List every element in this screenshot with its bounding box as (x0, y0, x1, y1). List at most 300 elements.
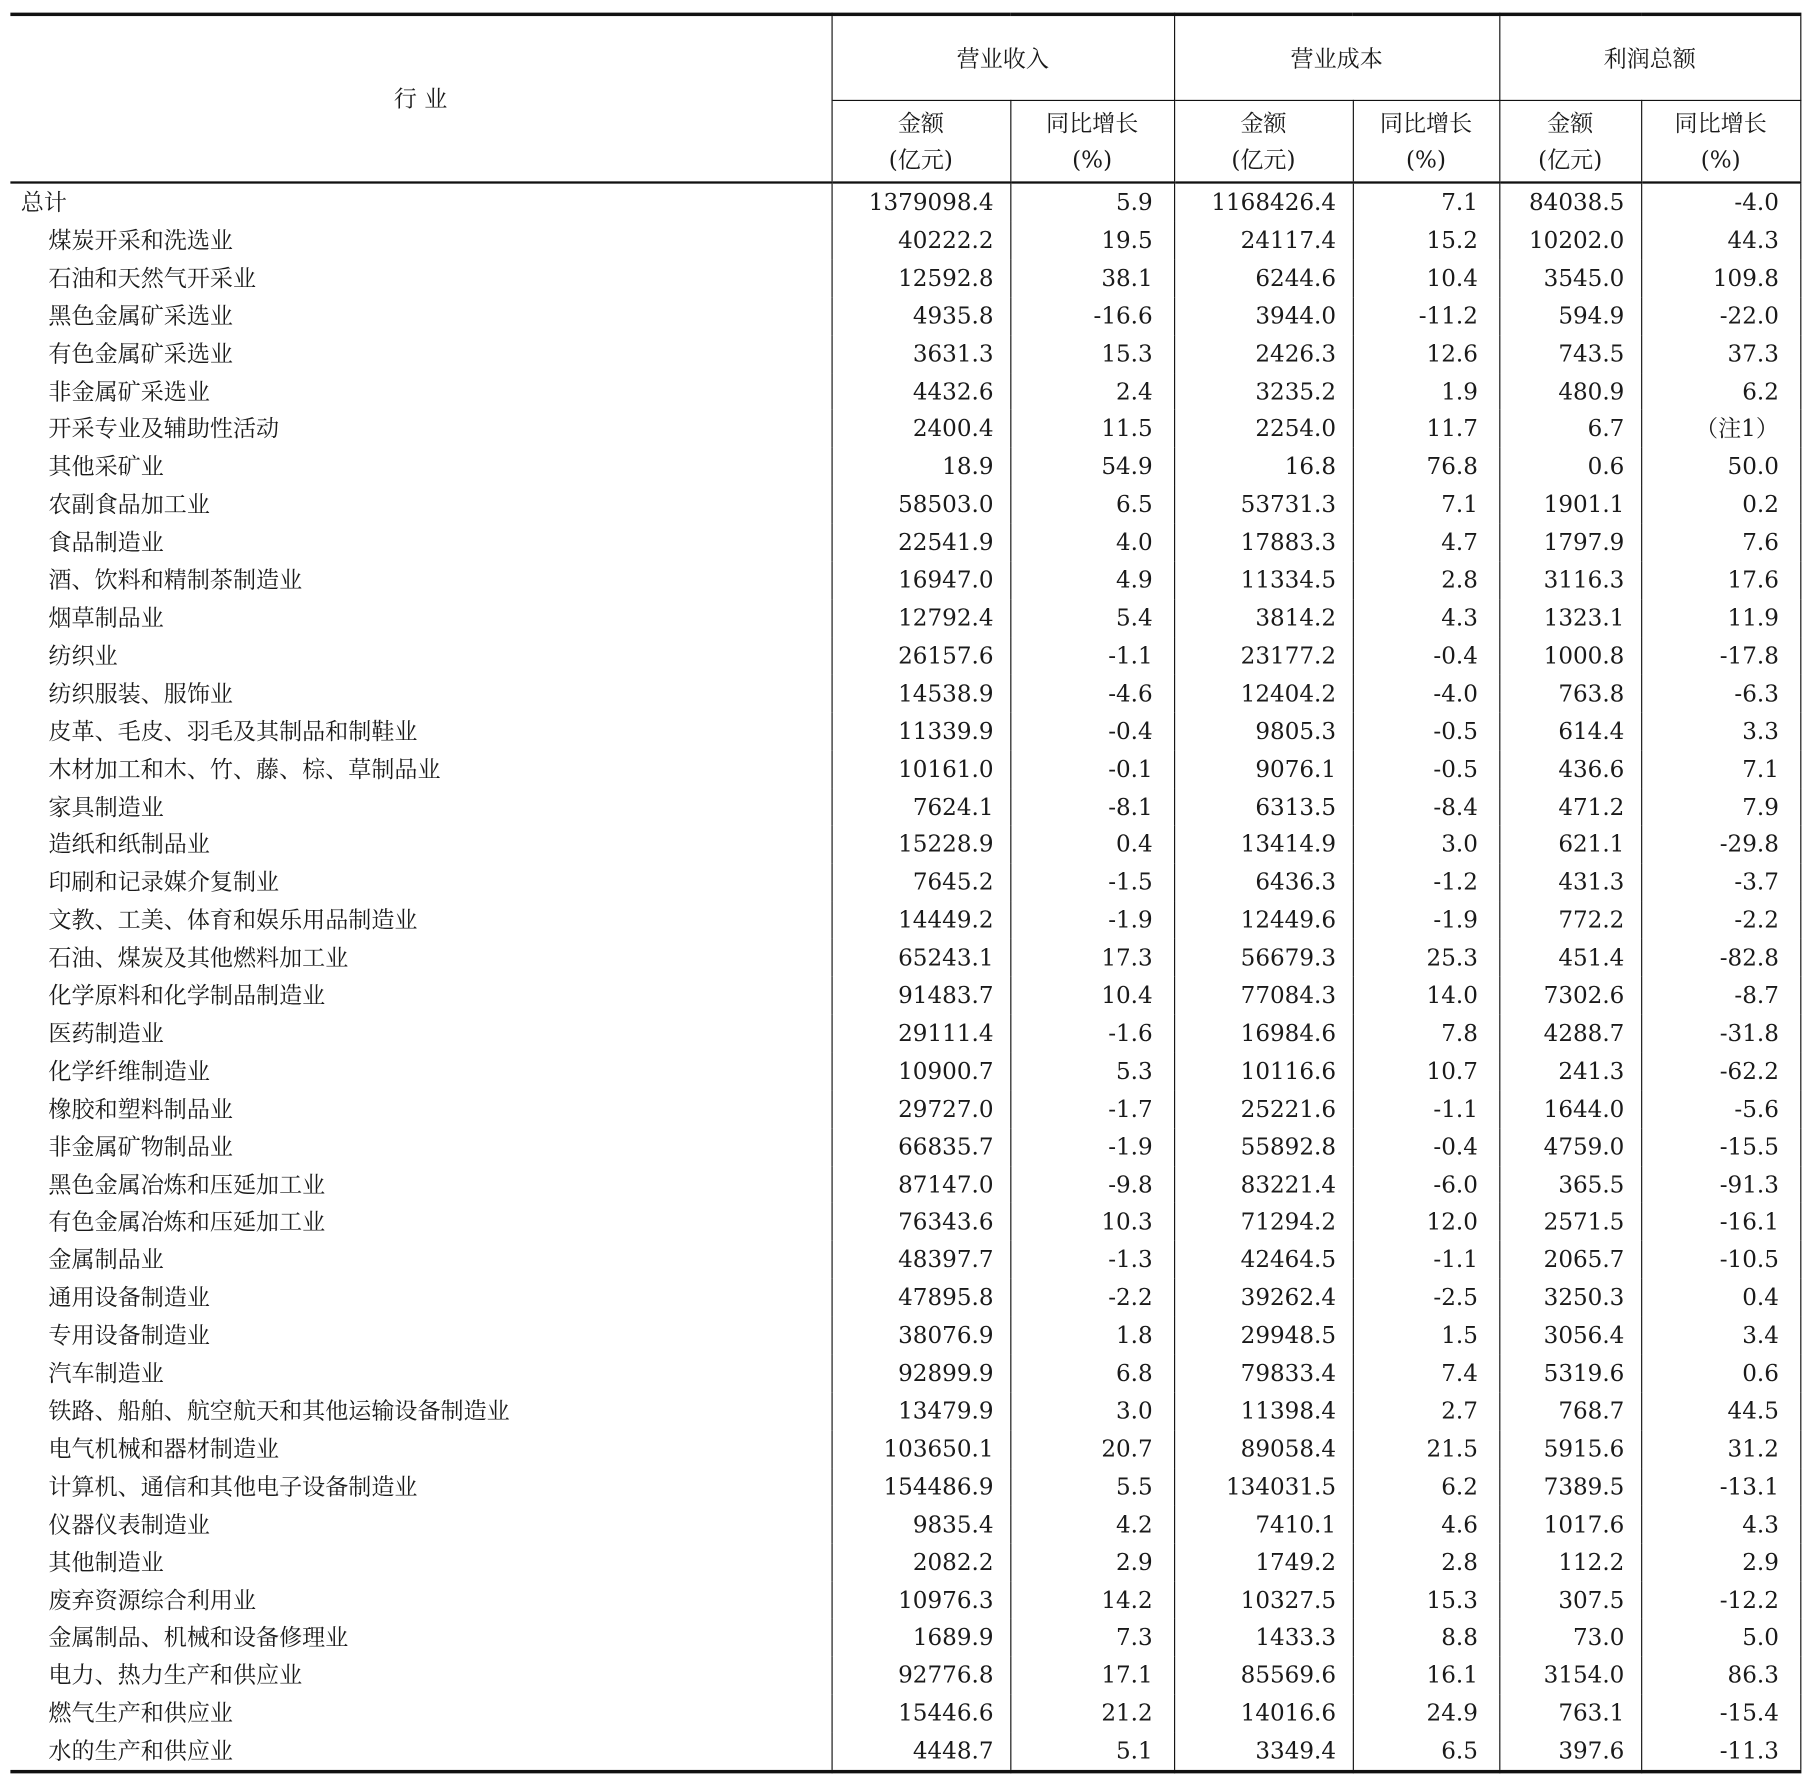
revenue-amount-cell: 14449.2 (832, 901, 1011, 939)
table-header (10, 14, 1800, 182)
revenue-growth-cell: -1.3 (1010, 1241, 1174, 1279)
profit-amount-cell: 451.4 (1499, 939, 1641, 977)
profit-amount-cell: 614.4 (1499, 712, 1641, 750)
cost-growth-cell: -1.2 (1353, 864, 1499, 902)
cost-amount-cell: 85569.6 (1174, 1657, 1353, 1695)
revenue-growth-cell: 4.0 (1010, 524, 1174, 562)
cost-amount-cell: 29948.5 (1174, 1317, 1353, 1355)
total-row (10, 183, 1800, 222)
cost-amount-cell: 56679.3 (1174, 939, 1353, 977)
table-row (10, 221, 1800, 259)
growth-label: 同比增长 (1046, 109, 1139, 137)
cost-amount-cell: 14016.6 (1174, 1694, 1353, 1732)
table-row (10, 561, 1800, 599)
industry-name-cell: 计算机、通信和其他电子设备制造业 (10, 1468, 831, 1506)
profit-amount-cell: 1323.1 (1499, 599, 1641, 637)
profit-amount-cell: 763.8 (1499, 675, 1641, 713)
revenue-amount-cell: 103650.1 (832, 1430, 1011, 1468)
revenue-growth-cell: 3.0 (1010, 1392, 1174, 1430)
table-row (10, 1543, 1800, 1581)
industry-name-cell: 有色金属矿采选业 (10, 335, 831, 373)
table-body (10, 183, 1800, 1772)
profit-amount-cell: 763.1 (1499, 1694, 1641, 1732)
profit-amount-cell: 2065.7 (1499, 1241, 1641, 1279)
profit-growth-cell: 0.2 (1641, 486, 1800, 524)
profit-growth-cell: 0.6 (1641, 1355, 1800, 1393)
cost-growth-cell: 7.4 (1353, 1355, 1499, 1393)
profit-growth-cell: 86.3 (1641, 1657, 1800, 1695)
revenue-amount-cell: 1379098.4 (832, 183, 1011, 222)
profit-growth-cell: -62.2 (1641, 1052, 1800, 1090)
industry-name-cell: 金属制品业 (10, 1241, 831, 1279)
cost-growth-cell: -6.0 (1353, 1166, 1499, 1204)
cost-amount-cell: 3814.2 (1174, 599, 1353, 637)
profit-growth-cell: -2.2 (1641, 901, 1800, 939)
industry-name-cell: 木材加工和木、竹、藤、棕、草制品业 (10, 750, 831, 788)
cost-amount-header (1174, 100, 1353, 182)
table-row (10, 1203, 1800, 1241)
revenue-amount-cell: 29727.0 (832, 1090, 1011, 1128)
industry-name-cell: 煤炭开采和洗选业 (10, 221, 831, 259)
profit-growth-cell: -15.4 (1641, 1694, 1800, 1732)
profit-amount-cell: 84038.5 (1499, 183, 1641, 222)
industry-name-cell: 烟草制品业 (10, 599, 831, 637)
industry-name-cell: 开采专业及辅助性活动 (10, 410, 831, 448)
revenue-growth-cell: 17.3 (1010, 939, 1174, 977)
cost-growth-cell: 12.6 (1353, 335, 1499, 373)
industry-name-cell: 通用设备制造业 (10, 1279, 831, 1317)
revenue-growth-cell: -1.1 (1010, 637, 1174, 675)
profit-growth-cell: 3.3 (1641, 712, 1800, 750)
profit-growth-cell: -4.0 (1641, 183, 1800, 222)
industry-name-cell: 非金属矿物制品业 (10, 1128, 831, 1166)
cost-amount-cell: 1433.3 (1174, 1619, 1353, 1657)
revenue-growth-cell: 20.7 (1010, 1430, 1174, 1468)
profit-growth-cell: -10.5 (1641, 1241, 1800, 1279)
industry-name-cell: 废弃资源综合利用业 (10, 1581, 831, 1619)
industry-name-cell: 农副食品加工业 (10, 486, 831, 524)
amount-unit: (亿元) (1231, 145, 1296, 174)
industry-name-cell: 黑色金属矿采选业 (10, 297, 831, 335)
cost-amount-cell: 13414.9 (1174, 826, 1353, 864)
table-row (10, 1241, 1800, 1279)
cost-amount-cell: 25221.6 (1174, 1090, 1353, 1128)
cost-growth-cell: 4.3 (1353, 599, 1499, 637)
revenue-amount-cell: 40222.2 (832, 221, 1011, 259)
growth-unit: (%) (1406, 145, 1446, 174)
cost-growth-cell: 11.7 (1353, 410, 1499, 448)
profit-growth-cell: -22.0 (1641, 297, 1800, 335)
cost-growth-cell: 24.9 (1353, 1694, 1499, 1732)
table-row (10, 524, 1800, 562)
amount-label: 金额 (1240, 109, 1287, 137)
industry-name-cell: 造纸和纸制品业 (10, 826, 831, 864)
cost-growth-cell: 76.8 (1353, 448, 1499, 486)
profit-amount-cell: 3154.0 (1499, 1657, 1641, 1695)
revenue-growth-cell: -4.6 (1010, 675, 1174, 713)
cost-amount-cell: 77084.3 (1174, 977, 1353, 1015)
revenue-amount-cell: 47895.8 (832, 1279, 1011, 1317)
revenue-amount-cell: 11339.9 (832, 712, 1011, 750)
cost-amount-cell: 134031.5 (1174, 1468, 1353, 1506)
table-row (10, 901, 1800, 939)
revenue-amount-cell: 29111.4 (832, 1015, 1011, 1053)
table-row (10, 335, 1800, 373)
profit-growth-cell: -31.8 (1641, 1015, 1800, 1053)
cost-amount-cell: 3235.2 (1174, 373, 1353, 411)
revenue-amount-cell: 26157.6 (832, 637, 1011, 675)
industry-name-cell: 仪器仪表制造业 (10, 1506, 831, 1544)
revenue-amount-cell: 15228.9 (832, 826, 1011, 864)
revenue-growth-cell: 0.4 (1010, 826, 1174, 864)
industry-name-cell: 其他制造业 (10, 1543, 831, 1581)
revenue-amount-cell: 2400.4 (832, 410, 1011, 448)
revenue-growth-cell: 2.4 (1010, 373, 1174, 411)
industry-name-cell: 石油和天然气开采业 (10, 259, 831, 297)
cost-growth-cell: 8.8 (1353, 1619, 1499, 1657)
revenue-amount-cell: 10900.7 (832, 1052, 1011, 1090)
industry-name-cell: 酒、饮料和精制茶制造业 (10, 561, 831, 599)
cost-group-header: 营业成本 (1174, 14, 1499, 100)
revenue-amount-cell: 9835.4 (832, 1506, 1011, 1544)
cost-growth-cell: -2.5 (1353, 1279, 1499, 1317)
industry-name-cell: 水的生产和供应业 (10, 1732, 831, 1771)
revenue-growth-cell: 11.5 (1010, 410, 1174, 448)
profit-amount-cell: 365.5 (1499, 1166, 1641, 1204)
cost-growth-cell: -1.1 (1353, 1090, 1499, 1128)
revenue-amount-cell: 16947.0 (832, 561, 1011, 599)
profit-growth-cell: 0.4 (1641, 1279, 1800, 1317)
profit-amount-cell: 743.5 (1499, 335, 1641, 373)
industry-name-cell: 石油、煤炭及其他燃料加工业 (10, 939, 831, 977)
table-row (10, 1015, 1800, 1053)
table-row (10, 1468, 1800, 1506)
industry-name-cell: 纺织业 (10, 637, 831, 675)
revenue-amount-cell: 2082.2 (832, 1543, 1011, 1581)
profit-growth-cell: -91.3 (1641, 1166, 1800, 1204)
table-row (10, 977, 1800, 1015)
profit-growth-cell: -15.5 (1641, 1128, 1800, 1166)
cost-growth-cell: 2.7 (1353, 1392, 1499, 1430)
table-row (10, 1694, 1800, 1732)
revenue-growth-cell: -9.8 (1010, 1166, 1174, 1204)
table-row (10, 826, 1800, 864)
revenue-amount-cell: 58503.0 (832, 486, 1011, 524)
table-row (10, 1657, 1800, 1695)
revenue-growth-cell: -1.5 (1010, 864, 1174, 902)
profit-amount-cell: 480.9 (1499, 373, 1641, 411)
industry-name-cell: 有色金属冶炼和压延加工业 (10, 1203, 831, 1241)
table-row (10, 750, 1800, 788)
industry-name-cell: 皮革、毛皮、羽毛及其制品和制鞋业 (10, 712, 831, 750)
profit-amount-cell: 471.2 (1499, 788, 1641, 826)
revenue-amount-cell: 18.9 (832, 448, 1011, 486)
revenue-growth-cell: -1.9 (1010, 901, 1174, 939)
growth-label: 同比增长 (1674, 109, 1767, 137)
revenue-growth-cell: 2.9 (1010, 1543, 1174, 1581)
table-row (10, 297, 1800, 335)
cost-amount-cell: 1168426.4 (1174, 183, 1353, 222)
table-row (10, 259, 1800, 297)
profit-growth-cell: -12.2 (1641, 1581, 1800, 1619)
table-row (10, 1090, 1800, 1128)
cost-amount-cell: 42464.5 (1174, 1241, 1353, 1279)
industry-name-cell: 其他采矿业 (10, 448, 831, 486)
cost-growth-cell: 7.1 (1353, 486, 1499, 524)
cost-growth-cell: -1.1 (1353, 1241, 1499, 1279)
profit-growth-cell: 5.0 (1641, 1619, 1800, 1657)
table-row (10, 712, 1800, 750)
table-row (10, 1317, 1800, 1355)
revenue-amount-cell: 91483.7 (832, 977, 1011, 1015)
header-row-groups (10, 14, 1800, 100)
industry-name-cell: 黑色金属冶炼和压延加工业 (10, 1166, 831, 1204)
profit-growth-cell: 7.1 (1641, 750, 1800, 788)
profit-amount-cell: 2571.5 (1499, 1203, 1641, 1241)
cost-growth-cell: -1.9 (1353, 901, 1499, 939)
revenue-amount-cell: 10161.0 (832, 750, 1011, 788)
cost-amount-cell: 9805.3 (1174, 712, 1353, 750)
profit-amount-cell: 1000.8 (1499, 637, 1641, 675)
revenue-amount-cell: 12792.4 (832, 599, 1011, 637)
table-row (10, 788, 1800, 826)
cost-growth-cell: 7.1 (1353, 183, 1499, 222)
profit-growth-cell: 109.8 (1641, 259, 1800, 297)
cost-growth-cell: -4.0 (1353, 675, 1499, 713)
revenue-amount-cell: 87147.0 (832, 1166, 1011, 1204)
industry-name-cell: 印刷和记录媒介复制业 (10, 864, 831, 902)
profit-amount-cell: 4288.7 (1499, 1015, 1641, 1053)
cost-growth-header (1353, 100, 1499, 182)
table-row (10, 675, 1800, 713)
profit-amount-cell: 436.6 (1499, 750, 1641, 788)
amount-label: 金额 (897, 109, 944, 137)
revenue-amount-header (832, 100, 1011, 182)
cost-amount-cell: 53731.3 (1174, 486, 1353, 524)
cost-growth-cell: 25.3 (1353, 939, 1499, 977)
industry-column-header: 行 业 (10, 14, 831, 182)
cost-growth-cell: 21.5 (1353, 1430, 1499, 1468)
cost-amount-cell: 10327.5 (1174, 1581, 1353, 1619)
profit-growth-cell: 2.9 (1641, 1543, 1800, 1581)
cost-amount-cell: 17883.3 (1174, 524, 1353, 562)
cost-amount-cell: 6436.3 (1174, 864, 1353, 902)
cost-amount-cell: 16984.6 (1174, 1015, 1353, 1053)
growth-label: 同比增长 (1379, 109, 1473, 137)
cost-growth-cell: 3.0 (1353, 826, 1499, 864)
revenue-amount-cell: 92776.8 (832, 1657, 1011, 1695)
growth-unit: (%) (1700, 145, 1741, 174)
revenue-growth-cell: 5.4 (1010, 599, 1174, 637)
profit-amount-cell: 307.5 (1499, 1581, 1641, 1619)
cost-growth-cell: 15.3 (1353, 1581, 1499, 1619)
amount-label: 金额 (1547, 109, 1594, 137)
profit-growth-cell: -17.8 (1641, 637, 1800, 675)
table-row (10, 599, 1800, 637)
industry-name-cell: 家具制造业 (10, 788, 831, 826)
profit-amount-cell: 1017.6 (1499, 1506, 1641, 1544)
profit-amount-cell: 431.3 (1499, 864, 1641, 902)
profit-amount-cell: 768.7 (1499, 1392, 1641, 1430)
profit-growth-cell: -29.8 (1641, 826, 1800, 864)
revenue-amount-cell: 12592.8 (832, 259, 1011, 297)
revenue-amount-cell: 3631.3 (832, 335, 1011, 373)
profit-growth-cell: -3.7 (1641, 864, 1800, 902)
revenue-growth-cell: 1.8 (1010, 1317, 1174, 1355)
cost-amount-cell: 83221.4 (1174, 1166, 1353, 1204)
profit-growth-cell: -8.7 (1641, 977, 1800, 1015)
revenue-amount-cell: 15446.6 (832, 1694, 1011, 1732)
revenue-growth-cell: 10.4 (1010, 977, 1174, 1015)
cost-growth-cell: 14.0 (1353, 977, 1499, 1015)
cost-growth-cell: 4.7 (1353, 524, 1499, 562)
profit-amount-header (1499, 100, 1641, 182)
cost-amount-cell: 12449.6 (1174, 901, 1353, 939)
profit-amount-cell: 73.0 (1499, 1619, 1641, 1657)
profit-growth-cell: -82.8 (1641, 939, 1800, 977)
revenue-amount-cell: 7624.1 (832, 788, 1011, 826)
revenue-group-header: 营业收入 (832, 14, 1175, 100)
profit-amount-cell: 3545.0 (1499, 259, 1641, 297)
cost-growth-cell: 10.4 (1353, 259, 1499, 297)
profit-growth-cell: 6.2 (1641, 373, 1800, 411)
cost-amount-cell: 71294.2 (1174, 1203, 1353, 1241)
revenue-amount-cell: 4448.7 (832, 1732, 1011, 1771)
profit-growth-cell: -16.1 (1641, 1203, 1800, 1241)
cost-growth-cell: -0.5 (1353, 750, 1499, 788)
cost-growth-cell: 1.9 (1353, 373, 1499, 411)
profit-growth-cell: 44.5 (1641, 1392, 1800, 1430)
revenue-growth-cell: 7.3 (1010, 1619, 1174, 1657)
revenue-growth-cell: 54.9 (1010, 448, 1174, 486)
revenue-growth-cell: 14.2 (1010, 1581, 1174, 1619)
revenue-growth-cell: 15.3 (1010, 335, 1174, 373)
cost-growth-cell: 6.2 (1353, 1468, 1499, 1506)
cost-amount-cell: 6244.6 (1174, 259, 1353, 297)
profit-amount-cell: 5319.6 (1499, 1355, 1641, 1393)
profit-growth-cell: 4.3 (1641, 1506, 1800, 1544)
revenue-growth-cell: 5.3 (1010, 1052, 1174, 1090)
profit-growth-cell: -11.3 (1641, 1732, 1800, 1771)
profit-growth-cell: 31.2 (1641, 1430, 1800, 1468)
table-row (10, 1166, 1800, 1204)
table-row (10, 637, 1800, 675)
cost-growth-cell: -8.4 (1353, 788, 1499, 826)
cost-amount-cell: 79833.4 (1174, 1355, 1353, 1393)
revenue-growth-cell: 5.1 (1010, 1732, 1174, 1771)
cost-growth-cell: 7.8 (1353, 1015, 1499, 1053)
profit-amount-cell: 241.3 (1499, 1052, 1641, 1090)
cost-amount-cell: 12404.2 (1174, 675, 1353, 713)
revenue-growth-cell: 4.2 (1010, 1506, 1174, 1544)
revenue-amount-cell: 14538.9 (832, 675, 1011, 713)
revenue-growth-cell: 6.5 (1010, 486, 1174, 524)
revenue-amount-cell: 92899.9 (832, 1355, 1011, 1393)
profit-amount-cell: 1901.1 (1499, 486, 1641, 524)
revenue-amount-cell: 10976.3 (832, 1581, 1011, 1619)
table-row (10, 1581, 1800, 1619)
cost-amount-cell: 11398.4 (1174, 1392, 1353, 1430)
cost-growth-cell: 2.8 (1353, 561, 1499, 599)
industry-name-cell: 金属制品、机械和设备修理业 (10, 1619, 831, 1657)
revenue-growth-cell: -0.1 (1010, 750, 1174, 788)
profit-amount-cell: 621.1 (1499, 826, 1641, 864)
industry-name-cell: 铁路、船舶、航空航天和其他运输设备制造业 (10, 1392, 831, 1430)
profit-growth-cell: 11.9 (1641, 599, 1800, 637)
revenue-growth-cell: 17.1 (1010, 1657, 1174, 1695)
profit-amount-cell: 7302.6 (1499, 977, 1641, 1015)
revenue-growth-cell: -1.9 (1010, 1128, 1174, 1166)
profit-growth-cell: 50.0 (1641, 448, 1800, 486)
industry-name-cell: 橡胶和塑料制品业 (10, 1090, 831, 1128)
industry-statistics-table (10, 13, 1800, 1774)
revenue-growth-cell: 10.3 (1010, 1203, 1174, 1241)
profit-amount-cell: 1797.9 (1499, 524, 1641, 562)
profit-amount-cell: 397.6 (1499, 1732, 1641, 1771)
cost-amount-cell: 10116.6 (1174, 1052, 1353, 1090)
profit-group-header: 利润总额 (1499, 14, 1800, 100)
profit-growth-header (1641, 100, 1800, 182)
table-row (10, 486, 1800, 524)
cost-growth-cell: 2.8 (1353, 1543, 1499, 1581)
profit-growth-cell: 7.9 (1641, 788, 1800, 826)
cost-amount-cell: 7410.1 (1174, 1506, 1353, 1544)
revenue-amount-cell: 65243.1 (832, 939, 1011, 977)
profit-amount-cell: 3116.3 (1499, 561, 1641, 599)
growth-unit: (%) (1072, 145, 1113, 174)
profit-amount-cell: 6.7 (1499, 410, 1641, 448)
profit-growth-cell: 44.3 (1641, 221, 1800, 259)
revenue-amount-cell: 13479.9 (832, 1392, 1011, 1430)
cost-amount-cell: 23177.2 (1174, 637, 1353, 675)
revenue-growth-cell: 19.5 (1010, 221, 1174, 259)
cost-amount-cell: 6313.5 (1174, 788, 1353, 826)
revenue-amount-cell: 1689.9 (832, 1619, 1011, 1657)
revenue-growth-cell: 6.8 (1010, 1355, 1174, 1393)
industry-name-cell: 汽车制造业 (10, 1355, 831, 1393)
revenue-growth-cell: -8.1 (1010, 788, 1174, 826)
table-row (10, 1355, 1800, 1393)
cost-amount-cell: 89058.4 (1174, 1430, 1353, 1468)
revenue-growth-cell: 5.9 (1010, 183, 1174, 222)
cost-growth-cell: -0.5 (1353, 712, 1499, 750)
profit-amount-cell: 1644.0 (1499, 1090, 1641, 1128)
table-row (10, 1128, 1800, 1166)
cost-amount-cell: 16.8 (1174, 448, 1353, 486)
profit-amount-cell: 4759.0 (1499, 1128, 1641, 1166)
revenue-amount-cell: 154486.9 (832, 1468, 1011, 1506)
industry-name-cell: 专用设备制造业 (10, 1317, 831, 1355)
revenue-growth-cell: -0.4 (1010, 712, 1174, 750)
industry-name-cell: 化学原料和化学制品制造业 (10, 977, 831, 1015)
cost-growth-cell: -11.2 (1353, 297, 1499, 335)
revenue-amount-cell: 4935.8 (832, 297, 1011, 335)
cost-growth-cell: -0.4 (1353, 1128, 1499, 1166)
profit-growth-cell: -6.3 (1641, 675, 1800, 713)
revenue-growth-cell: -1.7 (1010, 1090, 1174, 1128)
profit-growth-cell: （注1） (1641, 410, 1800, 448)
profit-amount-cell: 3250.3 (1499, 1279, 1641, 1317)
cost-amount-cell: 3349.4 (1174, 1732, 1353, 1771)
cost-amount-cell: 2426.3 (1174, 335, 1353, 373)
cost-amount-cell: 11334.5 (1174, 561, 1353, 599)
revenue-amount-cell: 48397.7 (832, 1241, 1011, 1279)
table-row (10, 1506, 1800, 1544)
revenue-growth-cell: -16.6 (1010, 297, 1174, 335)
profit-amount-cell: 10202.0 (1499, 221, 1641, 259)
profit-growth-cell: 37.3 (1641, 335, 1800, 373)
profit-growth-cell: 7.6 (1641, 524, 1800, 562)
